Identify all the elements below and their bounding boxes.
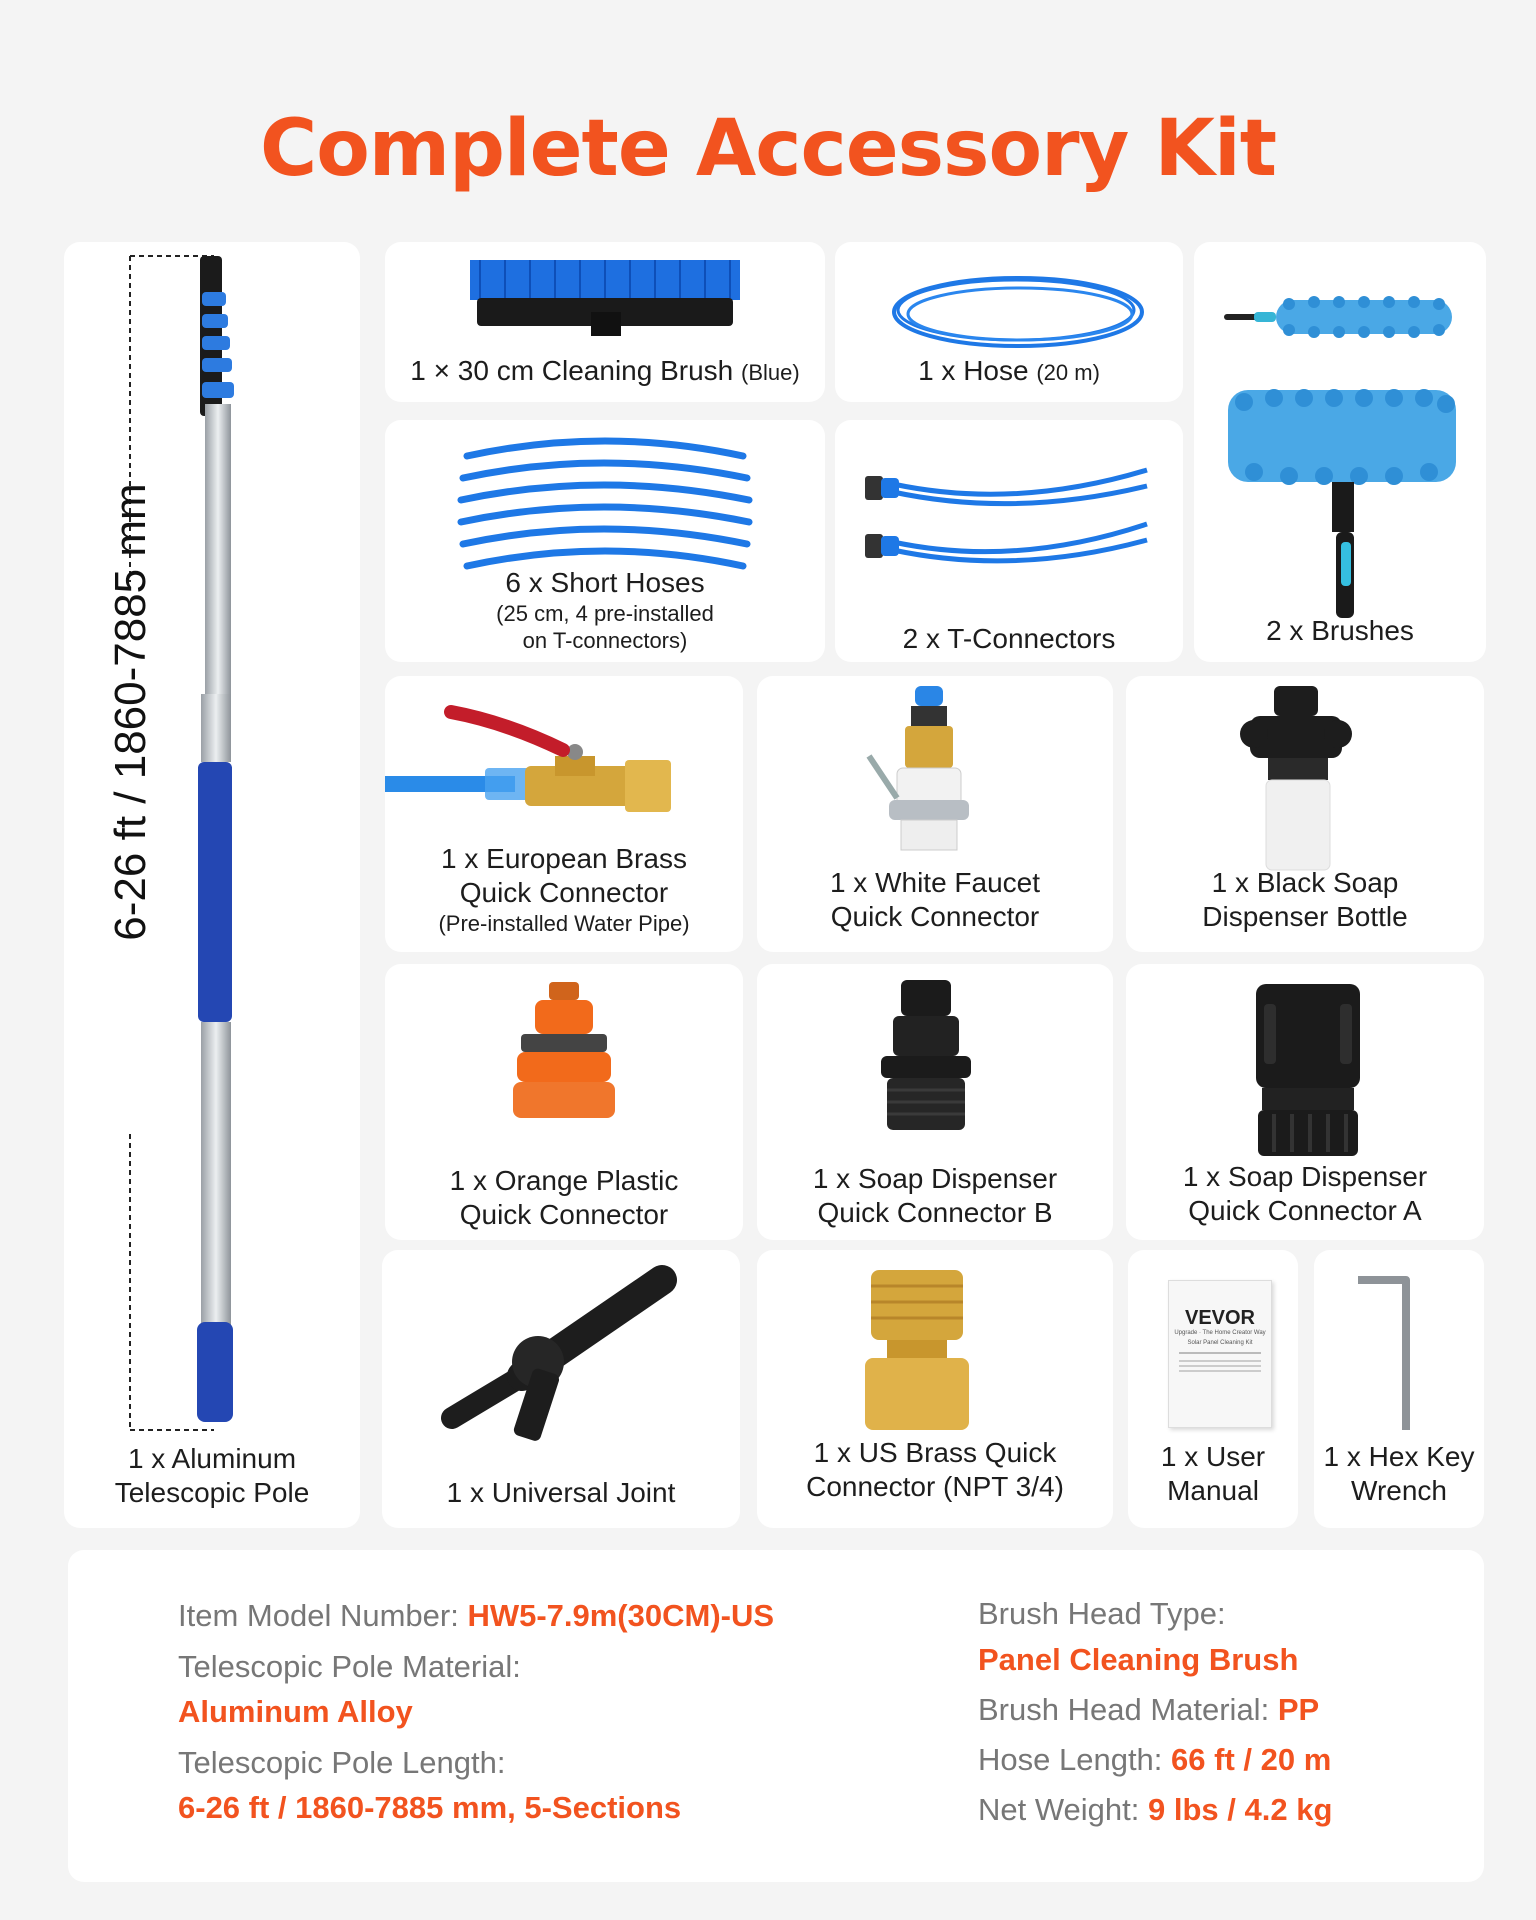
soap-b-line2: Quick Connector B — [817, 1197, 1053, 1228]
white-faucet-card — [757, 676, 1113, 952]
euro-brass-card — [385, 676, 743, 952]
pole-dimension: 6-26 ft / 1860-7885 mm — [106, 483, 155, 941]
manual-brand: VEVOR — [1184, 1307, 1256, 1329]
short-hoses-note-line2: on T-connectors) — [522, 628, 688, 653]
spec-pole-material-value: Aluminum Alloy — [178, 1694, 413, 1729]
spec-pole-length-value: 6-26 ft / 1860-7885 mm, 5-Sections — [178, 1790, 682, 1825]
t-connectors-card — [835, 420, 1183, 662]
soap-a-line1: 1 x Soap Dispenser — [1182, 1161, 1428, 1192]
t-connectors-label: 2 x T-Connectors — [902, 623, 1116, 654]
spec-pole-length-label: Telescopic Pole Length: — [178, 1745, 506, 1780]
pole-label-line1: 1 x Aluminum — [127, 1443, 297, 1474]
hex-key-line1: 1 x Hex Key — [1323, 1441, 1475, 1472]
hose-label: 1 x Hose — [918, 355, 1029, 386]
spec-hose-length-value: 66 ft / 20 m — [1171, 1742, 1332, 1777]
euro-brass-line2: Quick Connector — [459, 877, 669, 908]
spec-brush-material-value: PP — [1277, 1692, 1320, 1727]
universal-joint-label: 1 x Universal Joint — [446, 1477, 676, 1508]
spec-brush-material-label: Brush Head Material: — [978, 1692, 1278, 1727]
soap-b-card — [757, 964, 1113, 1240]
cleaning-brush-note: (Blue) — [741, 360, 800, 385]
spec-model-label: Item Model Number: — [178, 1598, 468, 1633]
manual-line1: 1 x User — [1160, 1441, 1266, 1472]
soap-a-card — [1126, 964, 1484, 1240]
spec-model-value: HW5-7.9m(30CM)-US — [467, 1598, 775, 1633]
short-hoses-note-line1: (25 cm, 4 pre-installed — [496, 601, 714, 626]
spec-net-weight — [978, 1792, 1332, 1828]
soap-bottle-line1: 1 x Black Soap — [1211, 867, 1399, 898]
us-brass-line1: 1 x US Brass Quick — [813, 1437, 1057, 1468]
orange-plastic-card — [385, 964, 743, 1240]
spec-pole-material-label: Telescopic Pole Material: — [178, 1649, 521, 1684]
spec-hose-length — [978, 1742, 1331, 1778]
spec-net-weight-label: Net Weight: — [978, 1792, 1149, 1827]
cleaning-brush-card — [385, 242, 825, 402]
spec-brush-type-value: Panel Cleaning Brush — [978, 1642, 1299, 1677]
manual-card — [1128, 1250, 1298, 1528]
orange-plastic-line1: 1 x Orange Plastic — [449, 1165, 679, 1196]
page-title: Complete Accessory Kit — [259, 104, 1277, 194]
soap-bottle-line2: Dispenser Bottle — [1202, 901, 1408, 932]
manual-image — [1168, 1280, 1272, 1428]
soap-b-line1: 1 x Soap Dispenser — [812, 1163, 1058, 1194]
manual-line2: Manual — [1167, 1475, 1259, 1506]
brushes-image — [1194, 242, 1486, 662]
spec-net-weight-value: 9 lbs / 4.2 kg — [1148, 1792, 1333, 1827]
euro-brass-note: (Pre-installed Water Pipe) — [438, 911, 690, 936]
hose-card — [835, 242, 1183, 402]
specs-panel — [68, 1550, 1484, 1882]
white-faucet-line2: Quick Connector — [830, 901, 1040, 932]
soap-bottle-card — [1126, 676, 1484, 952]
brushes-card — [1194, 242, 1486, 662]
hex-key-card — [1314, 1250, 1484, 1528]
us-brass-line2: Connector (NPT 3/4) — [806, 1471, 1064, 1502]
cleaning-brush-label: 1 × 30 cm Cleaning Brush — [410, 355, 734, 386]
spec-hose-length-label: Hose Length: — [978, 1742, 1172, 1777]
pole-card — [64, 242, 360, 1528]
white-faucet-line1: 1 x White Faucet — [829, 867, 1041, 898]
orange-plastic-line2: Quick Connector — [459, 1199, 669, 1230]
spec-brush-material — [978, 1692, 1319, 1728]
short-hoses-card — [385, 420, 825, 662]
hex-key-line2: Wrench — [1351, 1475, 1447, 1506]
hose-note: (20 m) — [1036, 360, 1100, 385]
short-hoses-label: 6 x Short Hoses — [505, 567, 705, 598]
euro-brass-line1: 1 x European Brass — [441, 843, 687, 874]
manual-tagline: Upgrade · The Home Creator Way — [1174, 1330, 1266, 1336]
spec-model — [178, 1598, 774, 1634]
brushes-label: 2 x Brushes — [1266, 615, 1414, 646]
spec-brush-type-label: Brush Head Type: — [978, 1596, 1226, 1631]
universal-joint-card — [382, 1250, 740, 1528]
pole-label-line2: Telescopic Pole — [114, 1477, 310, 1508]
soap-a-line2: Quick Connector A — [1188, 1195, 1422, 1226]
manual-doc-title: Solar Panel Cleaning Kit — [1187, 1340, 1253, 1346]
us-brass-card — [757, 1250, 1113, 1528]
